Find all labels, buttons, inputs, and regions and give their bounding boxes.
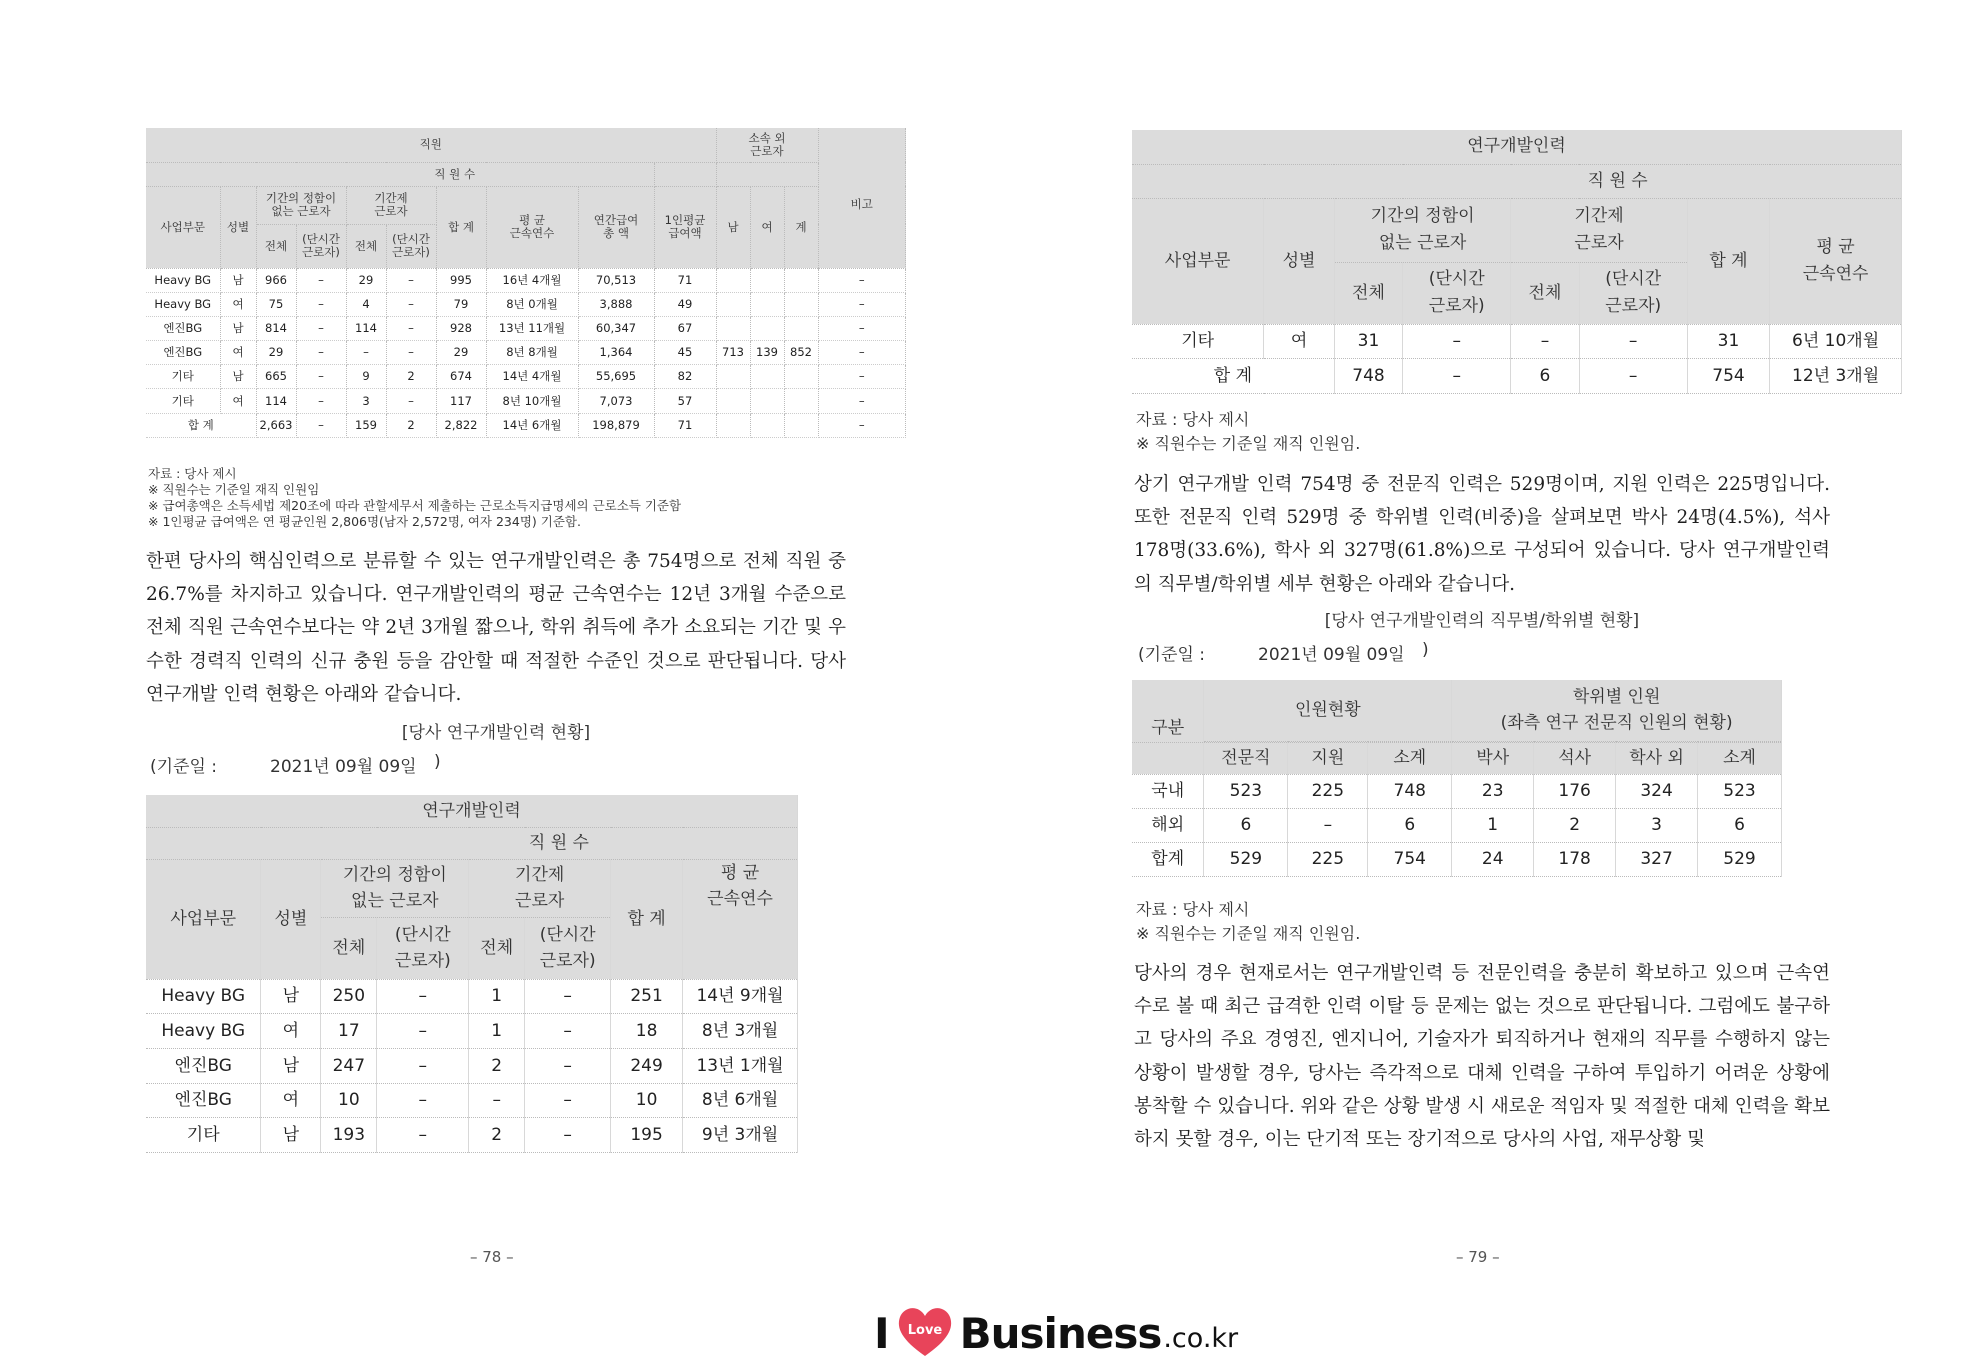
table-cell: –	[818, 341, 906, 365]
table-cell: 55,695	[578, 365, 654, 389]
table-cell: 여	[220, 341, 256, 365]
table-row	[146, 292, 906, 316]
table-cell: 31	[1687, 324, 1769, 359]
note-line: ※ 직원수는 기준일 재직 인원임.	[1136, 924, 1361, 943]
table-cell: 14년 6개월	[486, 413, 578, 437]
table-cell: –	[296, 365, 346, 389]
table-cell: 여	[261, 1083, 321, 1118]
table-cell	[716, 365, 750, 389]
table-cell: 남	[220, 365, 256, 389]
table-cell: 75	[256, 292, 296, 316]
table-cell: 327	[1616, 842, 1698, 876]
reference-date-label: (기준일 :	[1138, 645, 1206, 665]
table-cell: 엔진BG	[146, 341, 220, 365]
table-cell	[750, 268, 784, 292]
table-cell: 8년 3개월	[683, 1014, 798, 1049]
table-cell: –	[296, 413, 346, 437]
table-cell: 247	[321, 1048, 377, 1083]
table-cell	[750, 389, 784, 413]
logo-domain: .co.kr	[1163, 1322, 1239, 1354]
table-cell: 16년 4개월	[486, 268, 578, 292]
table-cell: 45	[654, 341, 716, 365]
table-cell: 1	[1452, 808, 1534, 842]
table-cell: –	[377, 1118, 469, 1153]
table-cell: 국내	[1132, 774, 1204, 808]
table-cell: 1,364	[578, 341, 654, 365]
table-cell: 665	[256, 365, 296, 389]
body-paragraph: 한편 당사의 핵심인력으로 분류할 수 있는 연구개발인력은 총 754명으로 전체 직원 중 26.7%를 차지하고 있습니다. 연구개발인력의 평균 근속연수는 12년 3개월 수준으로 전체 직원 근속연수보다는 약 2년 3개월 짧으나, 학위 취득에 추가 소요되는 기간 및 우수한 경력직 인력의 신규 충원 등을 감안할 때 적절한 수준인 것으로 판단됩니다. 당사 연구개발 인력 현황은 아래와 같습니다.	[146, 551, 846, 705]
th-total: 합 계	[1687, 198, 1769, 324]
table-row	[146, 268, 906, 292]
th-div: 사업부문	[1132, 198, 1264, 324]
table-row	[146, 316, 906, 340]
table-cell	[750, 365, 784, 389]
table-cell: –	[525, 979, 611, 1014]
table-cell: Heavy BG	[146, 268, 220, 292]
table-cell: 남	[261, 1048, 321, 1083]
table-cell: 928	[436, 316, 486, 340]
table-row	[146, 1118, 798, 1153]
table-cell: 기타	[146, 365, 220, 389]
th-div: 구분	[1132, 680, 1204, 742]
table-cell: –	[525, 1118, 611, 1153]
table-cell: 9년 3개월	[683, 1118, 798, 1153]
table-cell: –	[1579, 359, 1687, 394]
table-cell: 합 계	[1132, 359, 1334, 394]
th-part: (단시간 근로자)	[525, 917, 611, 979]
table-cell: –	[386, 268, 436, 292]
table-cell: –	[296, 341, 346, 365]
table-caption: [당사 연구개발인력의 직무별/학위별 현황]	[1324, 611, 1640, 631]
th-count: 직 원 수	[1334, 164, 1901, 198]
table-cell	[784, 365, 818, 389]
table-row	[146, 365, 906, 389]
th-status: 인원현황	[1204, 680, 1452, 741]
table-cell: –	[296, 389, 346, 413]
table-cell: 12년 3개월	[1770, 359, 1902, 394]
table-cell: 178	[1534, 842, 1616, 876]
logo-i: I	[874, 1308, 890, 1358]
table-cell: 29	[436, 341, 486, 365]
table-cell: –	[525, 1048, 611, 1083]
table-cell: 29	[256, 341, 296, 365]
table-cell: 1	[469, 1014, 525, 1049]
table-cell: 31	[1334, 324, 1402, 359]
table-cell: Heavy BG	[146, 292, 220, 316]
table-cell: 995	[436, 268, 486, 292]
th-ms: 석사	[1534, 742, 1616, 774]
employee-table	[146, 128, 906, 438]
source-note: 자료 : 당사 제시	[1136, 410, 1250, 429]
table-caption: [당사 연구개발인력 현황]	[401, 723, 591, 743]
table-cell: 6	[1204, 808, 1288, 842]
table-cell: 여	[1264, 324, 1335, 359]
table-cell: 193	[321, 1118, 377, 1153]
heart-icon	[896, 1304, 954, 1362]
th-part: (단시간 근로자)	[377, 917, 469, 979]
table-cell: –	[1403, 324, 1511, 359]
th-sup: 지원	[1288, 742, 1368, 774]
table-cell	[784, 292, 818, 316]
table-cell: 합 계	[146, 413, 256, 437]
table-cell: 57	[654, 389, 716, 413]
table-cell: 251	[611, 979, 683, 1014]
table-cell: 117	[436, 389, 486, 413]
th-sex: 성별	[220, 186, 256, 268]
table-cell: 2,822	[436, 413, 486, 437]
table2-body	[146, 979, 798, 1152]
table-row	[1132, 808, 1782, 842]
rd-staff-table-continued	[1132, 130, 1902, 394]
th-pay: 연간급여 총 액	[578, 186, 654, 268]
th-all: 전체	[1334, 262, 1402, 324]
table-cell: 82	[654, 365, 716, 389]
th-male: 남	[716, 186, 750, 268]
table-cell: 523	[1204, 774, 1288, 808]
th-term: 기간제 근로자	[346, 186, 436, 224]
table-cell: –	[469, 1083, 525, 1118]
body-paragraph: 당사의 경우 현재로서는 연구개발인력 등 전문인력을 충분히 확보하고 있으며 근속연수로 볼 때 최근 급격한 인력 이탈 등 문제는 없는 것으로 판단됩니다. 그럼에도 불구하고 당사의 주요 경영진, 엔지니어, 기술자가 퇴직하거나 현재의 직무를 수행하지 않는 상황이 발생할 경우, 당사는 즉각적으로 대체 인력을 구하여 투입하기 어려운 상황에 봉착할 수 있습니다. 위와 같은 상황 발생 시 새로운 적임자 및 적절한 대체 인력을 확보하지 못할 경우, 이는 단기적 또는 장기적으로 당사의 사업, 재무상황 및	[1134, 963, 1830, 1151]
table-cell: 엔진BG	[146, 1048, 261, 1083]
table-cell: 139	[750, 341, 784, 365]
table-cell: 4	[346, 292, 386, 316]
rd-staff-table	[146, 795, 798, 1153]
th-total: 합 계	[611, 859, 683, 979]
table-cell: 18	[611, 1014, 683, 1049]
table-cell: 3,888	[578, 292, 654, 316]
table-row	[146, 1048, 798, 1083]
body-paragraph: 상기 연구개발 인력 754명 중 전문직 인력은 529명이며, 지원 인력은 225명입니다. 또한 전문직 인력 529명 중 학위별 인력(비중)을 살펴보면 박사 24명(4.5%), 석사 178명(33.6%), 학사 외 327명(61.8%)으로 구성되어 있습니다. 당사 연구개발인력의 직무별/학위별 세부 현황은 아래와 같습니다.	[1134, 474, 1830, 595]
reference-date-close: )	[434, 752, 441, 772]
total-row	[146, 413, 906, 437]
table-cell: 10	[611, 1083, 683, 1118]
heart-shape	[896, 1304, 954, 1358]
th-female: 여	[750, 186, 784, 268]
table-cell: 13년 1개월	[683, 1048, 798, 1083]
table-cell: 엔진BG	[146, 316, 220, 340]
table-cell: –	[1579, 324, 1687, 359]
source-note: 자료 : 당사 제시	[148, 466, 237, 481]
th-div: 사업부문	[146, 859, 261, 979]
table-cell: –	[818, 316, 906, 340]
table-cell: 3	[346, 389, 386, 413]
table-cell: 748	[1334, 359, 1402, 394]
table-cell: Heavy BG	[146, 979, 261, 1014]
table-cell	[716, 292, 750, 316]
table-cell	[716, 413, 750, 437]
th-count: 직 원 수	[321, 827, 798, 859]
table-cell: 8년 0개월	[486, 292, 578, 316]
table-row	[146, 1014, 798, 1049]
table-cell: –	[377, 979, 469, 1014]
table-cell: 14년 9개월	[683, 979, 798, 1014]
table-cell: –	[386, 292, 436, 316]
table-cell: 225	[1288, 842, 1368, 876]
table-cell: 324	[1616, 774, 1698, 808]
table-cell	[716, 268, 750, 292]
table-cell: 225	[1288, 774, 1368, 808]
table4-body	[1132, 774, 1782, 876]
th-outsource: 소속 외 근로자	[716, 128, 818, 162]
table-cell: 남	[261, 1118, 321, 1153]
table-cell: –	[386, 341, 436, 365]
table-cell: 24	[1452, 842, 1534, 876]
source-note: 자료 : 당사 제시	[1136, 900, 1250, 919]
th-pro: 전문직	[1204, 742, 1288, 774]
table-cell	[784, 413, 818, 437]
table1-notes	[148, 466, 681, 530]
table-cell: 기타	[146, 1118, 261, 1153]
table3-notes	[1136, 408, 1360, 456]
table-row	[146, 979, 798, 1014]
table-cell: 14년 4개월	[486, 365, 578, 389]
table-cell: –	[377, 1083, 469, 1118]
reference-date: 2021년 09월 09일	[1258, 645, 1405, 665]
th-avg: 1인평균 급여액	[654, 186, 716, 268]
th-sex: 성별	[1264, 198, 1335, 324]
table-row	[1132, 324, 1902, 359]
table-cell: –	[296, 316, 346, 340]
table-cell: 195	[611, 1118, 683, 1153]
table-cell: 674	[436, 365, 486, 389]
table-cell	[784, 268, 818, 292]
table-cell: –	[525, 1083, 611, 1118]
note-line: ※ 급여총액은 소득세법 제20조에 따라 관할세무서 제출하는 근로소득지급명세의 근로소득 기준함	[148, 498, 682, 513]
table-cell: –	[525, 1014, 611, 1049]
table-cell: 754	[1687, 359, 1769, 394]
table-cell: 529	[1204, 842, 1288, 876]
table-row	[146, 389, 906, 413]
table-cell	[784, 316, 818, 340]
table-cell: 3	[1616, 808, 1698, 842]
table-cell: 남	[220, 268, 256, 292]
table-cell: 합계	[1132, 842, 1204, 876]
table1-body	[146, 268, 906, 437]
table-cell: 249	[611, 1048, 683, 1083]
table-cell: 6	[1698, 808, 1782, 842]
table-cell: 남	[220, 316, 256, 340]
table-cell: –	[296, 292, 346, 316]
table-cell: 49	[654, 292, 716, 316]
table-cell: –	[377, 1014, 469, 1049]
note-line: ※ 직원수는 기준일 재직 인원임	[148, 482, 320, 497]
table-cell: 17	[321, 1014, 377, 1049]
th-part: (단시간 근로자)	[1579, 262, 1687, 324]
table-cell: 67	[654, 316, 716, 340]
table-cell: 79	[436, 292, 486, 316]
th-all: 전체	[469, 917, 525, 979]
table-cell: 7,073	[578, 389, 654, 413]
table-cell: –	[818, 365, 906, 389]
th-sex: 성별	[261, 859, 321, 979]
rd-role-degree-table	[1132, 680, 1782, 877]
table4-notes	[1136, 898, 1360, 946]
table-cell: 2	[386, 413, 436, 437]
th-all: 전체	[321, 917, 377, 979]
th-staff: 직원	[146, 128, 716, 162]
table-cell: 966	[256, 268, 296, 292]
th-note: 비고	[818, 128, 906, 268]
site-logo[interactable]	[874, 1305, 1238, 1361]
table-cell: 250	[321, 979, 377, 1014]
th-perm: 기간의 정함이 없는 근로자	[256, 186, 346, 224]
th-rd: 연구개발인력	[146, 795, 798, 827]
table-cell: 2	[469, 1118, 525, 1153]
table-cell: –	[386, 389, 436, 413]
reference-date: 2021년 09월 09일	[270, 757, 417, 777]
table-cell: 8년 8개월	[486, 341, 578, 365]
logo-business: Business	[959, 1308, 1162, 1358]
th-sub2: 소계	[1698, 742, 1782, 774]
table-cell: 9	[346, 365, 386, 389]
table-cell: 176	[1534, 774, 1616, 808]
table-cell: –	[377, 1048, 469, 1083]
th-perm: 기간의 정함이 없는 근로자	[1334, 198, 1510, 262]
table-cell: 23	[1452, 774, 1534, 808]
th-all: 전체	[1511, 262, 1579, 324]
note-line: ※ 직원수는 기준일 재직 인원임.	[1136, 434, 1361, 453]
table-cell	[750, 413, 784, 437]
table-cell: 71	[654, 268, 716, 292]
table-row	[1132, 774, 1782, 808]
table-cell: 2	[386, 365, 436, 389]
table-cell: 8년 10개월	[486, 389, 578, 413]
table-cell: Heavy BG	[146, 1014, 261, 1049]
th-bs: 학사 외	[1616, 742, 1698, 774]
table-row	[146, 341, 906, 365]
table-cell: 114	[256, 389, 296, 413]
table-cell: –	[296, 268, 346, 292]
table-cell: 523	[1698, 774, 1782, 808]
table-cell: –	[1288, 808, 1368, 842]
th-phd: 박사	[1452, 742, 1534, 774]
table-cell: 71	[654, 413, 716, 437]
table-cell: 기타	[1132, 324, 1264, 359]
table-cell: 해외	[1132, 808, 1204, 842]
total-row	[1132, 359, 1902, 394]
table-cell: 529	[1698, 842, 1782, 876]
page-number: – 78 –	[470, 1248, 514, 1266]
table-cell: 70,513	[578, 268, 654, 292]
th-part: (단시간 근로자)	[1403, 262, 1511, 324]
table-cell: 6년 10개월	[1770, 324, 1902, 359]
th-sum: 계	[784, 186, 818, 268]
th-term: 기간제 근로자	[469, 859, 611, 917]
table-cell: 713	[716, 341, 750, 365]
table-cell: –	[818, 268, 906, 292]
table-cell: 2,663	[256, 413, 296, 437]
table-cell: 748	[1368, 774, 1452, 808]
th-tenure: 평 균 근속연수	[683, 859, 798, 979]
table-cell: 여	[261, 1014, 321, 1049]
th-count: 직 원 수	[256, 162, 654, 186]
table-cell: 814	[256, 316, 296, 340]
table3-body	[1132, 324, 1902, 393]
page-number: – 79 –	[1456, 1248, 1500, 1266]
table-cell: –	[1511, 324, 1579, 359]
table-cell: 13년 11개월	[486, 316, 578, 340]
th-total: 합 계	[436, 186, 486, 268]
table-row	[1132, 842, 1782, 876]
table-cell: –	[818, 413, 906, 437]
reference-date-label: (기준일 :	[150, 757, 218, 777]
logo-love: Love	[907, 1323, 942, 1338]
table-cell: 29	[346, 268, 386, 292]
th-part: (단시간 근로자)	[296, 224, 346, 268]
table-cell: 8년 6개월	[683, 1083, 798, 1118]
th-degree: 학위별 인원 (좌측 연구 전문직 인원의 현황)	[1452, 680, 1782, 741]
table-cell	[750, 316, 784, 340]
table-cell: 남	[261, 979, 321, 1014]
reference-date-close: )	[1422, 640, 1429, 660]
th-term: 기간제 근로자	[1511, 198, 1687, 262]
table-cell: 754	[1368, 842, 1452, 876]
table-cell: 114	[346, 316, 386, 340]
table-row	[146, 1083, 798, 1118]
th-all: 전체	[256, 224, 296, 268]
table-cell: 6	[1368, 808, 1452, 842]
table-cell: –	[818, 292, 906, 316]
table-cell	[784, 389, 818, 413]
table-cell: 엔진BG	[146, 1083, 261, 1118]
table-cell: 159	[346, 413, 386, 437]
th-all: 전체	[346, 224, 386, 268]
th-perm: 기간의 정함이 없는 근로자	[321, 859, 469, 917]
table-cell: 여	[220, 389, 256, 413]
table-cell: –	[1403, 359, 1511, 394]
table-cell: 기타	[146, 389, 220, 413]
table-cell: 60,347	[578, 316, 654, 340]
th-div: 사업부문	[146, 186, 220, 268]
th-tenure: 평 균 근속연수	[1770, 198, 1902, 324]
table-cell: 1	[469, 979, 525, 1014]
table-cell	[716, 316, 750, 340]
table-cell: –	[346, 341, 386, 365]
table-cell	[716, 389, 750, 413]
th-rd: 연구개발인력	[1132, 130, 1902, 164]
table-cell: 2	[469, 1048, 525, 1083]
table-cell: 여	[220, 292, 256, 316]
table-cell: 198,879	[578, 413, 654, 437]
table-cell: 6	[1511, 359, 1579, 394]
note-line: ※ 1인평균 급여액은 연 평균인원 2,806명(남자 2,572명, 여자 234명) 기준함.	[148, 514, 581, 529]
table-cell: 10	[321, 1083, 377, 1118]
table-cell: 852	[784, 341, 818, 365]
th-tenure: 평 균 근속연수	[486, 186, 578, 268]
table-cell: –	[386, 316, 436, 340]
th-part: (단시간 근로자)	[386, 224, 436, 268]
table-cell: 2	[1534, 808, 1616, 842]
th-sub: 소계	[1368, 742, 1452, 774]
table-cell	[750, 292, 784, 316]
table-cell: –	[818, 389, 906, 413]
